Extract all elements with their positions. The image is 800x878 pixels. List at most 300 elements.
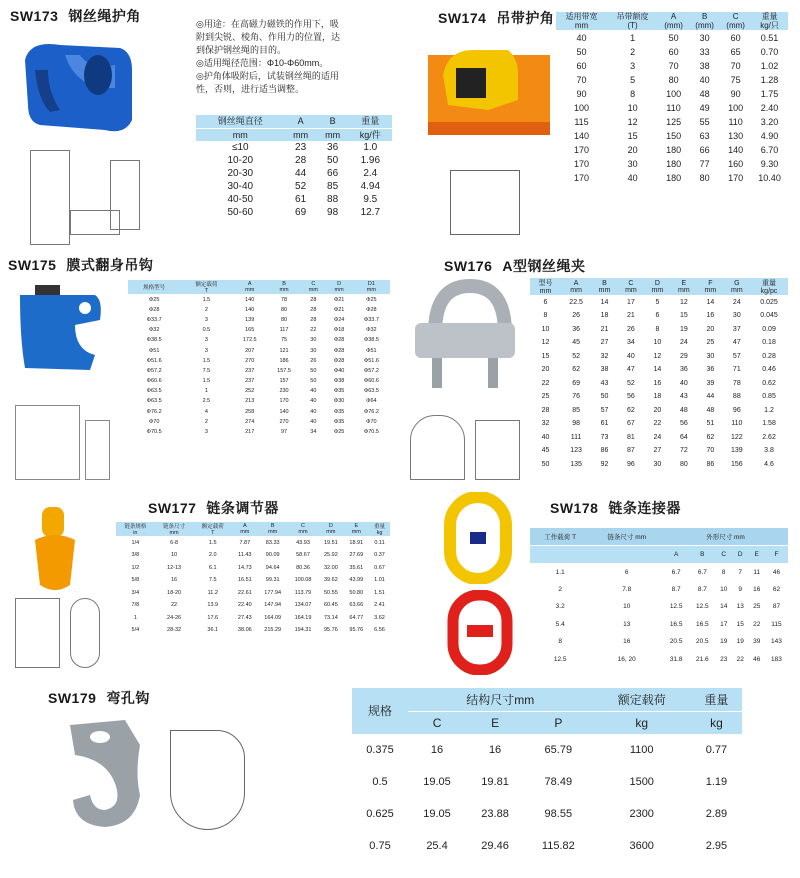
- table-cell: 22: [310, 327, 317, 334]
- table-cell: 15: [679, 312, 688, 320]
- table-cell: 16: [623, 638, 631, 646]
- table-cell: 51: [706, 420, 715, 428]
- table-cell: 100: [666, 88, 682, 99]
- table-cell: 10: [627, 102, 638, 113]
- table-row: [530, 350, 788, 364]
- table-cell: 207: [245, 347, 255, 354]
- table-cell: 19.81: [481, 776, 509, 788]
- table-cell: 88: [732, 393, 741, 401]
- table-cell: 3: [204, 429, 208, 436]
- table-cell: 164.19: [294, 614, 312, 621]
- sw177-header-3: A mm: [232, 522, 257, 537]
- table-cell: 40: [627, 172, 638, 183]
- table-cell: Φ33.7: [146, 316, 162, 323]
- table-cell: 50: [310, 378, 317, 385]
- table-cell: 18.91: [349, 540, 364, 546]
- sw177-table: [116, 522, 390, 637]
- table-cell: 12-13: [167, 564, 182, 571]
- table-cell: 11: [753, 568, 761, 576]
- table-cell: 0.11: [374, 540, 385, 546]
- table-cell: Φ51: [366, 347, 377, 354]
- sw179-spec-header: 规格: [352, 688, 408, 734]
- wire-clip-drawing: [410, 415, 465, 480]
- table-cell: 36: [706, 366, 715, 374]
- table-cell: 157: [279, 378, 289, 385]
- chain-adjuster-drawing-side: [70, 598, 100, 668]
- table-cell: 1.02: [760, 60, 779, 71]
- table-cell: 1.01: [374, 577, 385, 584]
- table-cell: 24: [653, 433, 662, 441]
- table-cell: 0.75: [369, 840, 391, 852]
- table-cell: 2.0: [208, 552, 217, 559]
- table-cell: 56: [679, 420, 688, 428]
- table-cell: 117: [279, 327, 289, 334]
- table-cell: 14.73: [237, 564, 252, 571]
- table-cell: 40: [310, 388, 317, 395]
- table-row: [530, 458, 788, 472]
- table-row: [128, 396, 390, 406]
- sw176-table: [530, 278, 788, 471]
- table-cell: 20-30: [227, 168, 254, 179]
- table-cell: 19.05: [423, 776, 451, 788]
- strap-protector-drawing: [450, 170, 520, 235]
- table-cell: 20: [706, 325, 715, 333]
- table-cell: 67: [627, 420, 635, 428]
- sw178-header-6: E: [748, 546, 765, 564]
- table-cell: 80: [280, 316, 288, 323]
- table-cell: 1: [133, 614, 137, 621]
- sw178-header-5: D: [732, 546, 749, 564]
- table-cell: 25.4: [426, 840, 448, 852]
- table-cell: 1: [630, 32, 636, 43]
- table-cell: 10: [653, 339, 662, 347]
- table-cell: 16.51: [237, 577, 252, 584]
- table-cell: 17: [627, 299, 635, 306]
- table-row: [530, 377, 788, 391]
- table-cell: 39: [753, 638, 761, 646]
- table-cell: 70: [576, 74, 587, 85]
- table-cell: 25: [706, 339, 715, 347]
- table-cell: Φ28: [366, 306, 377, 313]
- table-cell: 24: [679, 339, 688, 347]
- table-cell: 27: [600, 339, 609, 347]
- sw177-header-8: 重量 kg: [369, 522, 390, 537]
- table-cell: Φ21: [333, 306, 345, 313]
- table-cell: 73.14: [323, 614, 338, 621]
- table-cell: 81: [627, 433, 635, 441]
- table-cell: 69: [295, 207, 307, 218]
- table-cell: 28: [541, 406, 550, 414]
- table-cell: 1.28: [760, 74, 779, 85]
- table-cell: 1.5: [202, 357, 211, 364]
- table-cell: 217: [245, 429, 255, 436]
- table-cell: 10: [541, 325, 550, 333]
- table-row: [128, 366, 390, 376]
- table-cell: 99.31: [265, 577, 280, 584]
- table-row: [196, 193, 392, 206]
- table-cell: 274: [245, 418, 255, 425]
- table-cell: Φ35: [333, 418, 345, 425]
- table-cell: 18-20: [167, 589, 182, 596]
- table-cell: 28: [295, 155, 307, 166]
- table-cell: 27.43: [237, 614, 252, 621]
- table-cell: 30: [653, 460, 662, 468]
- strap-protector-image: [428, 30, 550, 135]
- table-row: [128, 407, 390, 417]
- table-cell: 32.00: [323, 564, 338, 571]
- table-cell: 12.5: [669, 603, 683, 611]
- table-cell: Φ25: [333, 429, 345, 436]
- table-cell: 0.70: [760, 46, 779, 57]
- table-cell: 139: [245, 316, 255, 323]
- table-row: [556, 115, 788, 129]
- table-cell: 230: [279, 388, 289, 395]
- table-cell: 30-40: [227, 181, 254, 192]
- table-cell: 16: [653, 379, 662, 387]
- table-cell: 147.94: [264, 602, 282, 609]
- table-row: [128, 376, 390, 386]
- table-cell: 7.8: [622, 585, 632, 593]
- sw177-header-5: C mm: [288, 522, 318, 537]
- table-cell: 9.5: [363, 194, 378, 205]
- table-cell: 156: [730, 460, 743, 468]
- table-row: [556, 171, 788, 185]
- table-row: [352, 734, 742, 766]
- table-cell: 31.8: [669, 655, 683, 663]
- table-cell: 23: [295, 142, 307, 154]
- table-row: [116, 549, 390, 562]
- table-cell: 115: [771, 620, 782, 628]
- table-cell: 140: [279, 408, 289, 415]
- table-cell: 0.5: [372, 776, 388, 788]
- table-cell: 18: [600, 312, 609, 320]
- table-cell: 21.6: [696, 655, 709, 663]
- table-cell: 25.92: [323, 552, 338, 559]
- flip-hook-drawing-side: [85, 420, 110, 480]
- table-cell: 123: [570, 447, 582, 455]
- table-cell: 27: [653, 447, 662, 455]
- table-cell: 20.5: [669, 638, 683, 646]
- table-cell: 32: [600, 352, 609, 360]
- table-cell: 78: [280, 296, 288, 303]
- table-cell: 46: [753, 655, 761, 663]
- table-cell: 39: [706, 379, 715, 387]
- table-cell: 8.7: [671, 585, 681, 593]
- table-row: [530, 404, 788, 418]
- table-cell: 170: [574, 144, 590, 155]
- table-cell: 180: [666, 172, 682, 183]
- table-row: [116, 624, 390, 637]
- sw176-title: SW176 A型钢丝绳夹: [444, 258, 586, 274]
- sw178-sub-blank-1: [590, 546, 663, 564]
- table-cell: 3: [630, 60, 636, 71]
- table-cell: 121: [279, 347, 289, 354]
- table-cell: 1.51: [374, 589, 385, 596]
- table-cell: 111: [570, 433, 582, 441]
- table-row: [530, 444, 788, 458]
- table-cell: 9.30: [760, 158, 779, 169]
- table-cell: Φ28: [148, 306, 160, 313]
- table-cell: 12: [627, 116, 638, 127]
- chain-adjuster-image: [30, 505, 80, 595]
- table-cell: 95.76: [323, 627, 338, 634]
- table-row: [116, 599, 390, 612]
- table-cell: 50: [576, 46, 587, 57]
- table-cell: Φ25: [148, 296, 160, 303]
- table-cell: 5/8: [131, 577, 140, 584]
- table-row: [128, 386, 390, 396]
- table-cell: 2: [204, 418, 208, 425]
- table-row: [530, 616, 788, 634]
- table-cell: 125: [666, 116, 682, 127]
- table-cell: 29.46: [481, 840, 509, 852]
- table-cell: 1.58: [762, 420, 776, 428]
- table-cell: 172.5: [242, 337, 257, 344]
- table-cell: 22.5: [569, 299, 583, 306]
- table-cell: 1: [204, 388, 208, 395]
- table-cell: 0.46: [762, 366, 776, 374]
- table-cell: 19: [679, 325, 688, 333]
- table-cell: 16.5: [669, 620, 683, 628]
- table-cell: Φ60.6: [146, 378, 162, 385]
- table-cell: 0.62: [762, 379, 776, 387]
- table-cell: 90: [730, 88, 741, 99]
- table-row: [530, 390, 788, 404]
- table-cell: 48: [679, 406, 688, 414]
- table-row: [556, 59, 788, 73]
- table-cell: 1.5: [202, 378, 211, 385]
- table-row: [530, 563, 788, 581]
- table-cell: 65: [730, 46, 741, 57]
- table-cell: 95.76: [349, 627, 364, 634]
- table-row: [556, 45, 788, 59]
- table-cell: 22: [653, 420, 662, 428]
- table-cell: 60: [730, 32, 741, 43]
- table-cell: 113.79: [294, 589, 312, 596]
- table-cell: 25: [753, 603, 761, 611]
- table-cell: 16.5: [696, 620, 709, 628]
- table-cell: Φ38.5: [146, 337, 162, 344]
- table-cell: 8: [721, 568, 726, 576]
- table-cell: 19: [736, 638, 744, 646]
- table-cell: 88: [327, 194, 339, 205]
- table-cell: Φ21: [333, 296, 345, 303]
- table-cell: 48: [706, 406, 715, 414]
- table-cell: 40-50: [227, 194, 254, 205]
- table-cell: 43.93: [296, 540, 310, 546]
- rope-protector-drawing-side: [110, 160, 140, 230]
- table-cell: 30: [699, 32, 710, 43]
- sw177-header-4: B mm: [258, 522, 288, 537]
- table-cell: 50: [541, 460, 550, 468]
- sw174-title: SW174 吊带护角: [438, 10, 555, 26]
- table-cell: 122: [730, 433, 743, 441]
- table-cell: 135: [570, 460, 582, 468]
- table-cell: 66: [327, 168, 339, 179]
- sw175-header-4: C mm: [301, 280, 325, 295]
- table-cell: 12: [541, 339, 550, 347]
- table-cell: 50.80: [349, 589, 364, 596]
- table-row: [530, 296, 788, 310]
- table-row: [196, 206, 392, 219]
- table-cell: 60.45: [323, 602, 338, 609]
- table-cell: 40: [310, 408, 317, 415]
- table-cell: 30: [310, 337, 317, 344]
- table-cell: 1100: [629, 744, 654, 757]
- table-cell: 36: [679, 366, 688, 374]
- table-cell: 52: [295, 181, 307, 192]
- table-cell: Φ76.2: [363, 408, 379, 415]
- sw176-header-1: A mm: [561, 278, 591, 296]
- table-cell: 0.37: [374, 552, 385, 559]
- table-cell: 6.1: [208, 564, 217, 571]
- table-cell: 7.5: [202, 367, 211, 374]
- table-cell: 22.61: [237, 589, 252, 596]
- table-cell: 2.4: [363, 168, 378, 179]
- table-cell: 80: [679, 460, 688, 468]
- table-row: [352, 798, 742, 830]
- table-cell: Φ70.5: [363, 429, 379, 436]
- table-cell: 22: [736, 655, 744, 663]
- table-cell: 78.49: [544, 776, 573, 788]
- table-cell: 4.6: [764, 460, 774, 468]
- table-cell: 7: [738, 568, 743, 576]
- table-cell: 12.5: [553, 655, 567, 663]
- sw177-header-6: D mm: [318, 522, 343, 537]
- table-cell: 100.08: [294, 577, 312, 584]
- table-cell: 26: [627, 325, 635, 333]
- table-cell: Φ63.5: [146, 398, 162, 405]
- table-cell: 26: [572, 312, 580, 320]
- table-cell: 90.09: [265, 552, 280, 559]
- eye-hook-drawing: [170, 730, 245, 830]
- chain-connector-red-image: [445, 590, 515, 675]
- table-cell: 34: [310, 429, 317, 436]
- sw177-title: SW177 链条调节器: [148, 500, 279, 516]
- table-cell: 9: [738, 585, 743, 593]
- table-cell: 0.09: [762, 325, 776, 333]
- table-cell: 1/2: [131, 564, 140, 571]
- table-cell: 35.61: [349, 564, 364, 571]
- table-cell: 6.56: [374, 627, 385, 634]
- table-row: [530, 336, 788, 350]
- table-cell: 18: [653, 393, 662, 401]
- table-cell: Φ30: [333, 398, 345, 405]
- table-cell: 70: [706, 447, 715, 455]
- table-cell: Φ51: [148, 347, 160, 354]
- table-cell: 57: [600, 406, 609, 414]
- table-cell: Φ28: [333, 347, 345, 354]
- table-cell: 16, 20: [617, 655, 636, 663]
- table-cell: 44: [706, 393, 715, 401]
- sw178-header-3: B: [689, 546, 715, 564]
- table-cell: 100: [728, 102, 744, 113]
- sw177-header-2: 额定载荷 T: [193, 522, 232, 537]
- table-cell: 13: [623, 620, 631, 628]
- sw173-notes: ◎用途：在高磁力磁铁的作用下，吸 附到尖锐、棱角、作用力的位置，达 到保护钢丝绳的目的。 ◎适用绳径范围：Φ10-Φ60mm。 ◎护角体吸附后，试装钢丝绳的适用 性，否则，进行适当调整。: [196, 19, 341, 94]
- table-cell: 76: [572, 393, 580, 401]
- table-cell: 98.55: [544, 808, 573, 820]
- table-cell: 6: [624, 568, 629, 576]
- table-row: [556, 31, 788, 45]
- sw176-header-6: F mm: [697, 278, 723, 296]
- table-cell: 1.5: [208, 540, 217, 546]
- table-cell: 52: [572, 352, 580, 360]
- table-cell: 98: [572, 420, 580, 428]
- table-cell: 3600: [629, 840, 654, 852]
- table-cell: Φ70: [148, 418, 160, 425]
- table-row: [116, 587, 390, 600]
- table-cell: 3: [204, 316, 208, 323]
- table-cell: 1.0: [363, 142, 378, 154]
- table-cell: 69: [572, 379, 580, 387]
- table-cell: 130: [728, 130, 744, 141]
- table-cell: 22.40: [237, 602, 252, 609]
- table-cell: 10: [720, 585, 728, 593]
- table-cell: 115.82: [541, 840, 575, 852]
- table-cell: 80: [668, 74, 679, 85]
- table-cell: 13.9: [207, 602, 219, 609]
- table-cell: 1/4: [131, 540, 140, 546]
- table-cell: 30: [706, 352, 715, 360]
- table-cell: 50-60: [227, 207, 254, 218]
- table-cell: 80.36: [296, 564, 310, 571]
- table-cell: 139: [730, 447, 743, 455]
- table-cell: 8: [630, 88, 636, 99]
- table-row: [556, 157, 788, 171]
- wire-clip-drawing-side: [475, 420, 520, 480]
- table-cell: 7.87: [239, 540, 251, 546]
- table-cell: 94.64: [265, 564, 280, 571]
- sw173-title: SW173 钢丝绳护角: [10, 8, 141, 24]
- table-cell: 1.75: [760, 88, 779, 99]
- table-cell: 87: [627, 447, 635, 455]
- table-cell: 0.025: [760, 299, 778, 306]
- table-cell: 23.88: [481, 808, 509, 820]
- table-cell: ≤10: [231, 142, 249, 154]
- table-cell: 62: [706, 433, 715, 441]
- table-cell: 96: [627, 460, 635, 468]
- table-cell: 66: [699, 144, 710, 155]
- table-cell: 28-32: [167, 627, 182, 634]
- table-cell: 34: [627, 339, 635, 347]
- table-cell: 20: [653, 406, 662, 414]
- table-cell: 1500: [629, 776, 654, 788]
- table-cell: 0.67: [374, 564, 385, 571]
- table-cell: 3/4: [131, 589, 140, 596]
- table-cell: 6.7: [671, 568, 681, 576]
- table-row: [128, 356, 390, 366]
- table-cell: 0.375: [366, 744, 394, 757]
- table-cell: 3.20: [760, 116, 779, 127]
- table-cell: 58.67: [296, 552, 310, 559]
- table-cell: 0.18: [762, 339, 776, 347]
- table-cell: 2.89: [705, 808, 728, 820]
- table-cell: 6.70: [760, 144, 779, 155]
- table-cell: 2.41: [374, 602, 385, 609]
- table-cell: Φ63.5: [146, 388, 162, 395]
- table-cell: 17: [720, 620, 728, 628]
- table-cell: 40: [576, 32, 587, 43]
- table-cell: 6.7: [697, 568, 707, 576]
- table-cell: 10: [170, 552, 178, 559]
- table-cell: 16: [753, 585, 761, 593]
- table-cell: 11.43: [238, 552, 252, 559]
- table-cell: 70: [668, 60, 679, 71]
- table-cell: 22: [541, 379, 550, 387]
- table-cell: 183: [771, 655, 782, 663]
- table-cell: 258: [245, 408, 255, 415]
